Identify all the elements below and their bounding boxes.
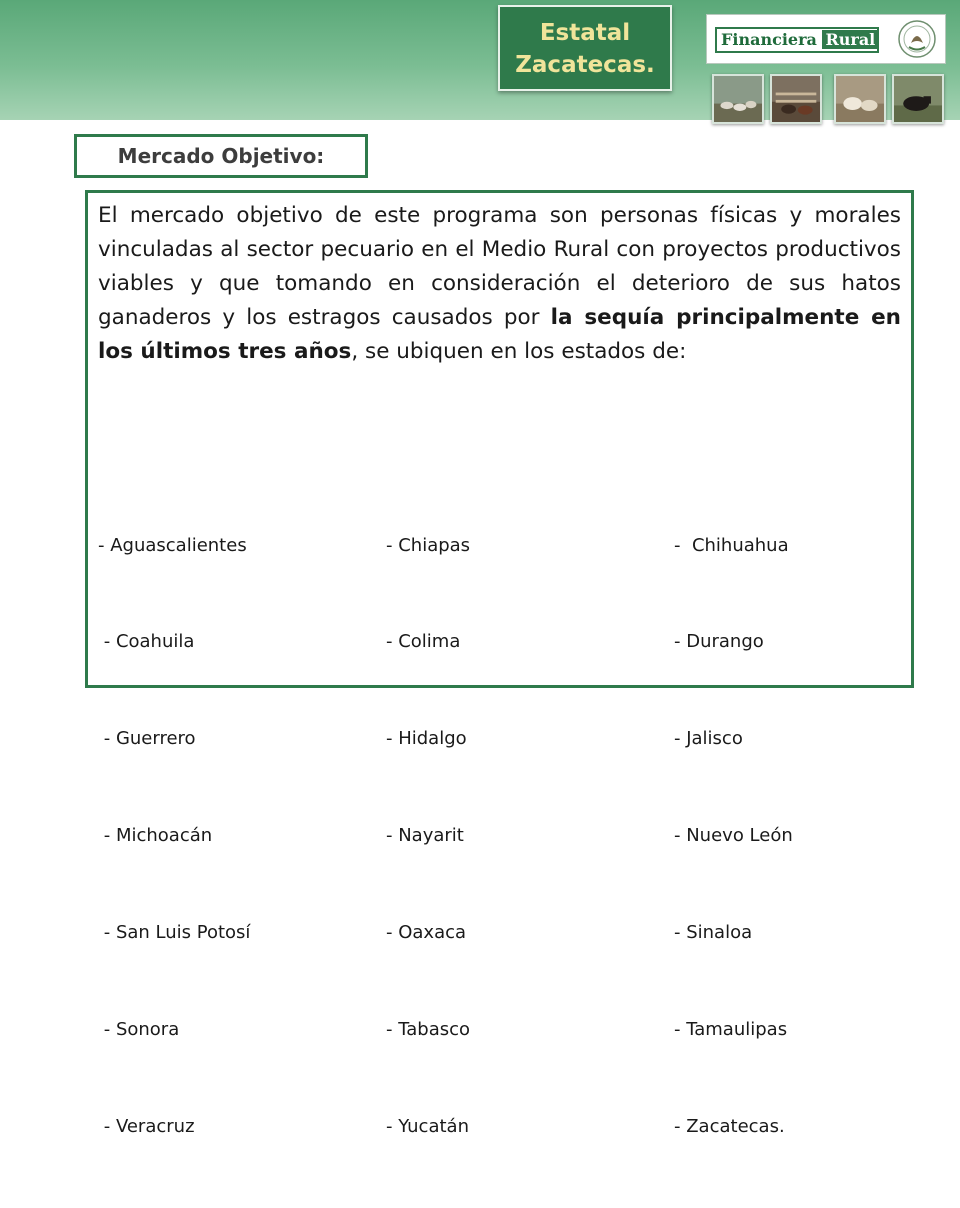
- state-item: - Sinaloa: [674, 922, 753, 944]
- states-column-3: [674, 465, 793, 1208]
- state-item: - Nayarit: [386, 825, 464, 847]
- section-title: Mercado Objetivo:: [74, 134, 368, 178]
- cattle-pen-photo: [770, 74, 822, 124]
- goats-photo: [834, 74, 886, 124]
- state-item: - Zacatecas.: [674, 1115, 785, 1137]
- state-item: - Chiapas: [386, 534, 471, 556]
- mexico-seal-icon: [897, 19, 937, 59]
- state-item: - Chihuahua: [674, 534, 789, 556]
- cattle-photo: [892, 74, 944, 124]
- state-item: - Guerrero: [98, 728, 196, 750]
- states-column-1: [98, 465, 250, 1208]
- state-item: - Oaxaca: [386, 922, 467, 944]
- state-item: - San Luis Potosí: [98, 922, 251, 944]
- paragraph-text-2: , se ubiquen en los estados de:: [351, 339, 687, 364]
- state-item: - Jalisco: [674, 728, 743, 750]
- financiera-rural-logo: [706, 14, 946, 64]
- paragraph-emphasis: la sequía principalmente en los últimos tres años: [98, 305, 901, 364]
- badge-line-2: Zacatecas.: [515, 52, 655, 78]
- state-item: - Hidalgo: [386, 728, 467, 750]
- state-item: - Tabasco: [386, 1019, 471, 1041]
- logo-wordmark: [715, 27, 879, 53]
- state-item: - Tamaulipas: [674, 1019, 788, 1041]
- target-market-paragraph: [98, 199, 901, 369]
- logo-word-2: Rural: [822, 30, 878, 49]
- state-item: - Durango: [674, 631, 764, 653]
- state-item: - Coahuila: [98, 631, 195, 653]
- state-item: - Colima: [386, 631, 461, 653]
- state-badge: [498, 5, 672, 91]
- state-item: - Veracruz: [98, 1115, 195, 1137]
- state-item: - Nuevo León: [674, 825, 793, 847]
- states-column-2: [386, 465, 470, 1208]
- state-item: - Sonora: [98, 1019, 180, 1041]
- logo-word-1: Financiera: [721, 30, 817, 49]
- badge-line-1: Estatal: [539, 20, 631, 46]
- header-bar: [0, 0, 960, 120]
- state-item: - Michoacán: [98, 825, 213, 847]
- content-panel: [85, 190, 914, 1137]
- sheep-photo: [712, 74, 764, 124]
- state-item: - Aguascalientes: [98, 534, 247, 556]
- paragraph-text-1: El mercado objetivo de este programa son personas físicas y morales vinculadas al sector pecuario en el Medio Rural con proyectos productivos viables y que tomando en consideración el deterioro de sus hatos ganaderos y los estragos causados por: [98, 203, 901, 330]
- state-item: - Yucatán: [386, 1115, 469, 1137]
